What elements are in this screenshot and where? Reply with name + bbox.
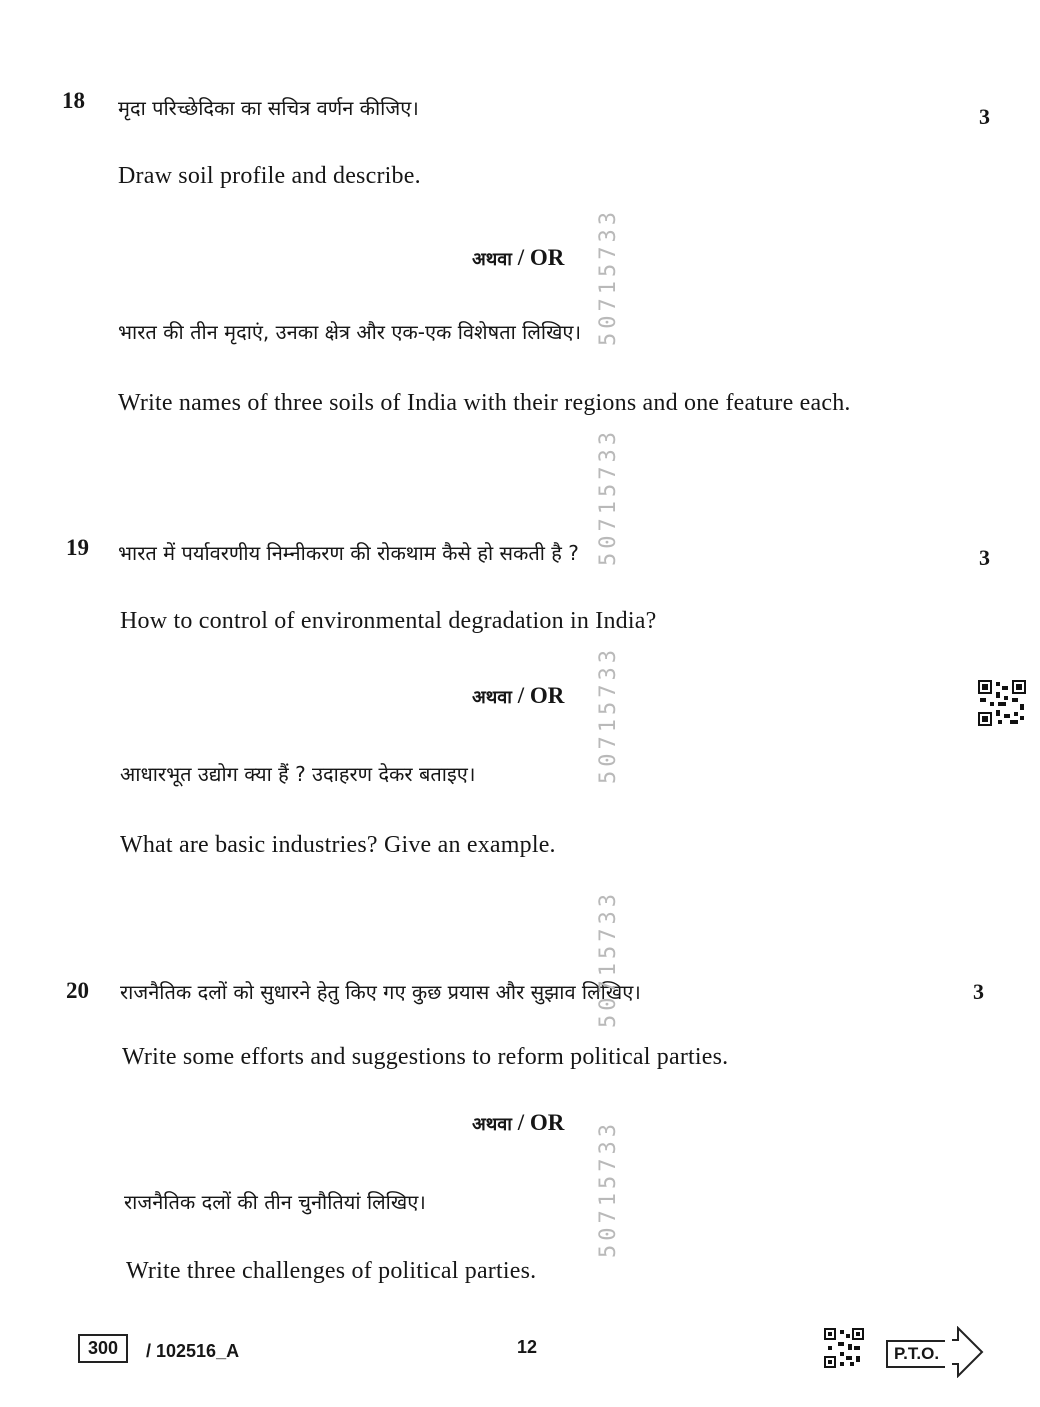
pto-label: P.T.O. bbox=[886, 1340, 945, 1368]
question-19-alt-english: What are basic industries? Give an example. bbox=[120, 832, 556, 858]
question-20-number: 20 bbox=[66, 978, 89, 1003]
question-18-marks: 3 bbox=[979, 104, 990, 129]
watermark-4: 50715733 bbox=[596, 890, 621, 1028]
question-18-hindi: मृदा परिच्छेदिका का सचित्र वर्णन कीजिए। bbox=[118, 96, 419, 120]
question-19-number: 19 bbox=[66, 535, 89, 560]
question-18-english: Draw soil profile and describe. bbox=[118, 163, 421, 189]
question-19-marks: 3 bbox=[979, 545, 990, 570]
page-number: 12 bbox=[517, 1337, 538, 1357]
qr-code-icon bbox=[978, 680, 1026, 730]
or-english: OR bbox=[529, 1110, 565, 1135]
question-19-alt-hindi: आधारभूत उद्योग क्या हैं ? उदाहरण देकर बताइए। bbox=[120, 762, 476, 786]
or-hindi: अथवा bbox=[472, 687, 512, 708]
watermark-5: 50715733 bbox=[596, 1120, 621, 1258]
paper-code: / 102516_A bbox=[146, 1341, 240, 1361]
watermark-3: 50715733 bbox=[596, 646, 621, 784]
question-18-number: 18 bbox=[62, 88, 85, 113]
question-20-english: Write some efforts and suggestions to reform political parties. bbox=[122, 1044, 729, 1070]
question-20-hindi: राजनैतिक दलों को सुधारने हेतु किए गए कुछ प्रयास और सुझाव लिखिए। bbox=[120, 980, 641, 1004]
question-19-or-separator bbox=[472, 683, 564, 709]
watermark-1: 50715733 bbox=[596, 208, 621, 346]
qr-code-icon bbox=[824, 1328, 864, 1372]
question-20-or-separator bbox=[472, 1110, 564, 1136]
question-18-alt-english: Write names of three soils of India with their regions and one feature each. bbox=[118, 390, 851, 416]
question-18-alt-hindi: भारत की तीन मृदाएं, उनका क्षेत्र और एक-एक विशेषता लिखिए। bbox=[118, 320, 582, 344]
question-19-hindi: भारत में पर्यावरणीय निम्नीकरण की रोकथाम कैसे हो सकती है ? bbox=[118, 541, 579, 565]
or-hindi: अथवा bbox=[472, 249, 512, 270]
or-slash: / bbox=[517, 1110, 525, 1135]
or-slash: / bbox=[517, 683, 525, 708]
question-20-alt-hindi: राजनैतिक दलों की तीन चुनौतियां लिखिए। bbox=[124, 1190, 426, 1214]
arrow-right-icon bbox=[950, 1326, 984, 1382]
watermark-2: 50715733 bbox=[596, 428, 621, 566]
or-slash: / bbox=[517, 245, 525, 270]
question-18-or-separator bbox=[472, 245, 564, 271]
subject-code-box: 300 bbox=[78, 1334, 128, 1363]
or-english: OR bbox=[529, 683, 565, 708]
question-19-english: How to control of environmental degradation in India? bbox=[120, 608, 657, 634]
question-20-alt-english: Write three challenges of political parties. bbox=[126, 1258, 537, 1284]
question-20-marks: 3 bbox=[973, 979, 984, 1004]
or-english: OR bbox=[529, 245, 565, 270]
or-hindi: अथवा bbox=[472, 1114, 512, 1135]
